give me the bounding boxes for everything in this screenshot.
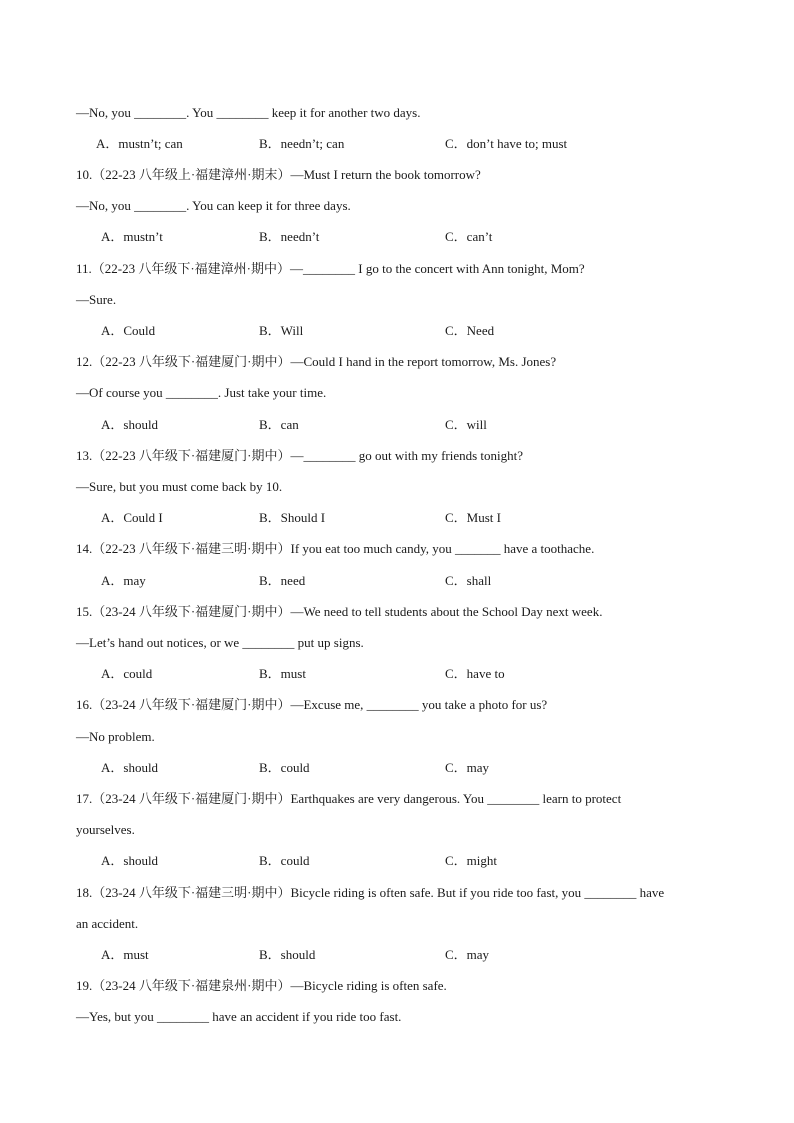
question-11-option-a: A．Could xyxy=(101,323,156,338)
question-12-option-b: B．can xyxy=(259,417,299,432)
question-13-option-b: B．Should I xyxy=(259,510,326,525)
question-16-option-c: C．may xyxy=(445,760,490,775)
question-15-option-a: A．could xyxy=(101,666,153,681)
question-12-answer-line: —Of course you ________. Just take your time. xyxy=(76,385,327,400)
question-15-option-c: C．have to xyxy=(445,666,505,681)
question-15-option-b: B．must xyxy=(259,666,306,681)
question-11-option-b: B．Will xyxy=(259,323,304,338)
question-15-stem: 15.（23-24 八年级下·福建厦门·期中）—We need to tell students about the School Day next week. xyxy=(76,604,603,619)
question-16-option-a: A．should xyxy=(101,760,159,775)
question-16-stem: 16.（23-24 八年级下·福建厦门·期中）—Excuse me, ________ you take a photo for us? xyxy=(76,697,548,712)
question-18-option-c: C．may xyxy=(445,947,490,962)
question-14-stem: 14.（22-23 八年级下·福建三明·期中）If you eat too much candy, you _______ have a toothache. xyxy=(76,541,595,556)
question-14-option-b: B．need xyxy=(259,573,306,588)
question-11-answer-line: —Sure. xyxy=(76,292,117,307)
question-12-option-a: A．should xyxy=(101,417,159,432)
question-10-stem: 10.（22-23 八年级上·福建漳州·期末）—Must I return the book tomorrow? xyxy=(76,167,481,182)
question-9-answer-line: —No, you ________. You ________ keep it for another two days. xyxy=(76,105,421,120)
question-10-answer-line: —No, you ________. You can keep it for three days. xyxy=(76,198,351,213)
question-15-answer-line: —Let’s hand out notices, or we ________ put up signs. xyxy=(76,635,364,650)
question-13-option-c: C．Must I xyxy=(445,510,501,525)
question-13-answer-line: —Sure, but you must come back by 10. xyxy=(76,479,283,494)
question-10-option-b: B．needn’t xyxy=(259,229,320,244)
question-14-option-c: C．shall xyxy=(445,573,492,588)
question-11-option-c: C．Need xyxy=(445,323,495,338)
question-16-option-b: B．could xyxy=(259,760,310,775)
question-18-stem-continued: an accident. xyxy=(76,916,139,931)
question-18-stem: 18.（23-24 八年级下·福建三明·期中）Bicycle riding is often safe. But if you ride too fast, you ________ have xyxy=(76,885,665,900)
question-12-option-c: C．will xyxy=(445,417,487,432)
question-17-stem: 17.（23-24 八年级下·福建厦门·期中）Earthquakes are very dangerous. You ________ learn to protect xyxy=(76,791,622,806)
question-9-option-b: B．needn’t; can xyxy=(259,136,345,151)
question-17-stem-continued: yourselves. xyxy=(76,822,135,837)
question-17-option-a: A．should xyxy=(101,853,159,868)
question-12-stem: 12.（22-23 八年级下·福建厦门·期中）—Could I hand in the report tomorrow, Ms. Jones? xyxy=(76,354,557,369)
question-17-option-c: C．might xyxy=(445,853,498,868)
question-9-option-a: A．mustn’t; can xyxy=(96,136,183,151)
question-17-option-b: B．could xyxy=(259,853,310,868)
question-10-option-a: A．mustn’t xyxy=(101,229,163,244)
question-18-option-a: A．must xyxy=(101,947,149,962)
question-18-option-b: B．should xyxy=(259,947,316,962)
question-19-answer-line: —Yes, but you ________ have an accident if you ride too fast. xyxy=(76,1009,402,1024)
question-19-stem: 19.（23-24 八年级下·福建泉州·期中）—Bicycle riding is often safe. xyxy=(76,978,447,993)
question-16-answer-line: —No problem. xyxy=(76,729,155,744)
question-13-stem: 13.（22-23 八年级下·福建厦门·期中）—________ go out with my friends tonight? xyxy=(76,448,524,463)
question-10-option-c: C．can’t xyxy=(445,229,493,244)
question-14-option-a: A．may xyxy=(101,573,146,588)
question-9-option-c: C．don’t have to; must xyxy=(445,136,568,151)
question-13-option-a: A．Could I xyxy=(101,510,163,525)
question-11-stem: 11.（22-23 八年级下·福建漳州·期中）—________ I go to the concert with Ann tonight, Mom? xyxy=(76,261,585,276)
